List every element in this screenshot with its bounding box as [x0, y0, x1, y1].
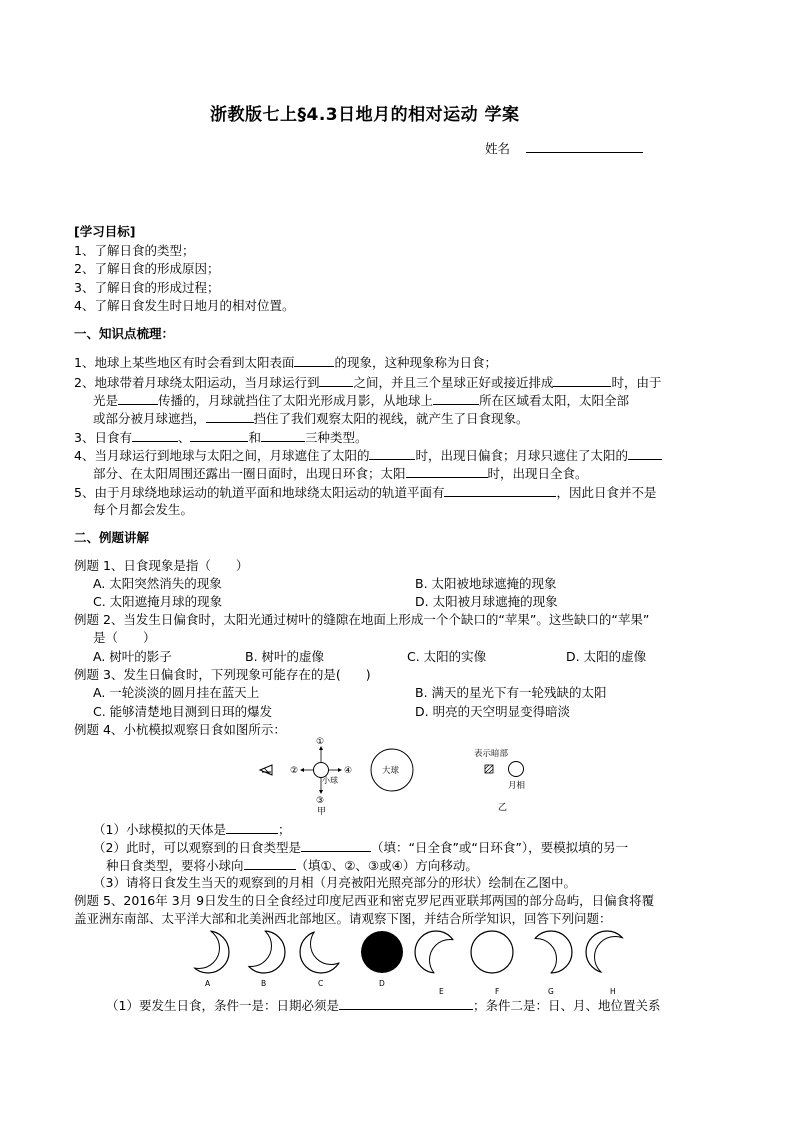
- q4-text-a: 4、当月球运行到地球与太阳之间，月球遮住了太阳的: [74, 448, 370, 463]
- ex4-sub2-blank-1[interactable]: [301, 838, 371, 852]
- figure-yi-label: 乙: [498, 803, 508, 813]
- figure-yi: [470, 746, 536, 816]
- q2-text-h: 挡住了我们观察太阳的视线，就产生了日食现象。: [253, 411, 529, 426]
- legend-text: 表示暗部: [474, 749, 509, 759]
- example2-option-d[interactable]: D. 太阳的虚像: [566, 649, 647, 664]
- q3-blank-3[interactable]: [261, 428, 305, 442]
- q4-blank-3[interactable]: [406, 464, 488, 478]
- example3-option-d[interactable]: D. 明亮的天空明显变得暗淡: [415, 704, 571, 719]
- q2-blank-1[interactable]: [319, 373, 353, 387]
- page-title: 浙教版七上§4.3日地月的相对运动 学案: [210, 105, 520, 125]
- q1-text-b: 的现象，这种现象称为日食；: [334, 355, 497, 370]
- knowledge-q2-line2: [93, 391, 629, 410]
- name-label: [485, 139, 643, 158]
- ex5-sub1-text-b: ；条件二是：日、月、地位置关系: [472, 998, 661, 1013]
- direction-2-label: ②: [290, 766, 299, 776]
- eclipse-phase-E: [415, 931, 471, 996]
- name-blank[interactable]: [526, 139, 643, 153]
- q4-blank-1[interactable]: [369, 446, 415, 460]
- knowledge-q5-line2: 每个月都会发生。: [93, 502, 194, 517]
- example4-stem: 例题 4、小杭模拟观察日食如图所示：: [74, 722, 286, 737]
- direction-4-label: ④: [344, 766, 353, 776]
- example3-stem: 例题 3、发生日偏食时，下列现象可能存在的是( ): [74, 667, 371, 682]
- figure-jia: [258, 736, 428, 818]
- ex4-sub2-text-b: （填：“日全食”或“日环食”），要模拟填的另一: [370, 840, 629, 855]
- eclipse-phase-label: F: [495, 987, 500, 996]
- eclipse-phase-F: [471, 931, 513, 996]
- example4-sub2-line2: [106, 856, 478, 875]
- q2-text-b: 之间，并且三个星球正好或接近排成: [353, 375, 554, 390]
- objective-item: 3、了解日食的形成过程；: [74, 280, 220, 295]
- knowledge-q1: [74, 353, 497, 372]
- eclipse-phase-C: [300, 926, 352, 988]
- q3-text-c: 和: [248, 430, 261, 445]
- legend-char: [474, 748, 509, 759]
- eclipse-phase-label: C: [318, 979, 324, 988]
- example5-stem-cont: 盖亚洲东南部、太平洋大部和北美洲西北部地区。请观察下图，并结合所学知识，回答下列问题：: [74, 911, 612, 926]
- knowledge-q4-line1: [74, 446, 662, 465]
- ex4-sub2-text-c: 种日食类型，要将小球向: [106, 858, 244, 873]
- q4-text-c: 部分、在太阳周围还露出一圈日面时，出现日环食；太阳: [93, 466, 406, 481]
- eclipse-phase-H: [586, 931, 636, 996]
- eclipse-phase-label: E: [439, 987, 444, 996]
- q2-blank-2[interactable]: [553, 373, 611, 387]
- knowledge-q3: [74, 428, 368, 447]
- direction-3-label: ③: [316, 796, 325, 806]
- example4-sub1: [93, 820, 290, 839]
- eclipse-phase-label: D: [379, 979, 385, 988]
- eclipse-phase-label: A: [205, 979, 211, 988]
- objective-item: 4、了解日食发生时日地月的相对位置。: [74, 298, 295, 313]
- figure-jia-label: 甲: [317, 807, 327, 817]
- q1-blank[interactable]: [294, 353, 334, 367]
- knowledge-q2-line1: [74, 373, 662, 392]
- eclipse-phase-B: [231, 926, 286, 988]
- q3-text-d: 三种类型。: [304, 430, 368, 445]
- ex5-sub1-text-a: （1）要发生日食，条件一是：日期必须是: [106, 998, 339, 1013]
- example3-option-b[interactable]: B. 满天的星光下有一轮残缺的太阳: [415, 685, 607, 700]
- knowledge-q5-line1: [74, 483, 656, 502]
- q4-text-b: 时，出现日偏食；月球只遮住了太阳的: [415, 448, 628, 463]
- example2-option-b[interactable]: B. 树叶的虚像: [245, 649, 325, 664]
- eclipse-phase-D: [361, 931, 403, 988]
- q4-text-d: 时，出现日全食。: [487, 466, 588, 481]
- example1-option-b[interactable]: B. 太阳被地球遮掩的现象: [415, 576, 557, 591]
- moon-phase-circle[interactable]: [509, 762, 524, 777]
- example2-stem: 例题 2、当发生日偏食时，太阳光通过树叶的缝隙在地面上形成一个个缺口的“苹果”。这些缺口的“苹果”: [74, 612, 650, 627]
- eclipse-phase-A: [180, 928, 229, 989]
- example5-sub1: [106, 996, 660, 1015]
- example4-sub2-line1: [93, 838, 628, 857]
- ex5-sub1-blank[interactable]: [339, 996, 473, 1010]
- q5-blank[interactable]: [444, 483, 556, 497]
- q5-text-a: 5、由于月球绕地球运动的轨道平面和地球绕太阳运动的轨道平面有: [74, 485, 445, 500]
- example3-option-a[interactable]: A. 一轮淡淡的圆月挂在蓝天上: [93, 685, 260, 700]
- q2-blank-3[interactable]: [118, 391, 158, 405]
- objective-item: 2、了解日食的形成原因；: [74, 261, 220, 276]
- section1-heading: 一、知识点梳理：: [74, 326, 175, 341]
- example1-stem: 例题 1、日食现象是指（ ）: [74, 558, 249, 573]
- knowledge-q2-line3: [93, 409, 529, 428]
- example1-option-c[interactable]: C. 太阳遮掩月球的现象: [93, 594, 223, 609]
- q3-text-a: 3、日食有: [74, 430, 132, 445]
- q5-text-b: ，因此日食并不是: [556, 485, 657, 500]
- big-ball-label: 大球: [382, 766, 400, 776]
- example2-stem-cont: 是（ ）: [93, 630, 156, 645]
- eclipse-phase-G: [516, 931, 573, 996]
- eclipse-phase-label: B: [261, 979, 267, 988]
- ex4-sub2-text-d: （填①、②、③或④）方向移动。: [295, 858, 478, 873]
- q2-text-g: 或部分被月球遮挡，: [93, 411, 206, 426]
- ex4-sub2-text-a: （2）此时，可以观察到的日食类型是: [93, 840, 301, 855]
- q4-blank-2[interactable]: [628, 446, 662, 460]
- example5-stem: 例题 5、2016年 3月 9日发生的日全食经过印度尼西亚和密克罗尼西亚联邦两国的部分岛屿，日偏食将覆: [74, 893, 655, 908]
- section2-heading: 二、例题讲解: [74, 530, 150, 545]
- ex4-sub1-blank[interactable]: [226, 820, 278, 834]
- moon-phase-label: 月相: [508, 781, 526, 791]
- q2-text-a: 2、地球带着月球绕太阳运动，当月球运行到: [74, 375, 320, 390]
- small-ball-label: 小球: [322, 776, 338, 785]
- direction-1-label: ①: [316, 737, 325, 747]
- q2-blank-5[interactable]: [206, 409, 254, 423]
- example1-option-a[interactable]: A. 太阳突然消失的现象: [93, 576, 222, 591]
- example1-option-d[interactable]: D. 太阳被月球遮掩的现象: [415, 594, 558, 609]
- ex4-sub1-text-b: ；: [277, 822, 291, 837]
- example3-option-c[interactable]: C. 能够清楚地目测到日珥的爆发: [93, 704, 273, 719]
- name-label-text: 姓名: [485, 141, 511, 156]
- objectives-heading: [学习目标]: [74, 224, 136, 239]
- q3-blank-1[interactable]: [132, 428, 178, 442]
- example2-option-c[interactable]: C. 太阳的实像: [407, 649, 487, 664]
- example2-option-a[interactable]: A. 树叶的影子: [93, 649, 172, 664]
- eclipse-phase-label: H: [610, 987, 616, 996]
- objective-item: 1、了解日食的类型；: [74, 243, 195, 258]
- q3-text-b: 、: [177, 430, 191, 445]
- q3-blank-2[interactable]: [190, 428, 248, 442]
- q2-text-c: 时，由于: [611, 375, 662, 390]
- q2-text-d: 光是: [93, 393, 119, 408]
- knowledge-q4-line2: [93, 464, 588, 483]
- q2-text-f: 所在区域看太阳，太阳全部: [479, 393, 630, 408]
- q1-text-a: 1、地球上某些地区有时会看到太阳表面: [74, 355, 295, 370]
- eclipse-phase-label: G: [548, 987, 554, 996]
- example4-sub3: （3）请将日食发生当天的观察到的月相（月亮被阳光照亮部分的形状）绘制在乙图中。: [93, 875, 576, 890]
- light-source-icon: [260, 765, 272, 775]
- q2-text-e: 传播的，月球就挡住了太阳光形成月影，从地球上: [158, 393, 434, 408]
- ex4-sub2-blank-2[interactable]: [244, 856, 296, 870]
- ex4-sub1-text-a: （1）小球模拟的天体是: [93, 822, 226, 837]
- q2-blank-4[interactable]: [433, 391, 479, 405]
- eclipse-phase-figure: [180, 926, 640, 996]
